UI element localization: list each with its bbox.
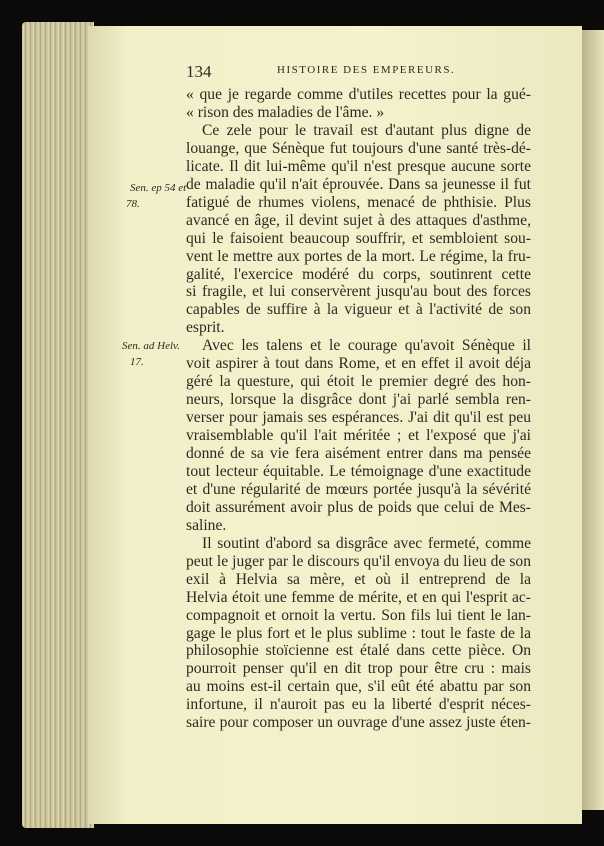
- text-line: avancé en âge, il devint sujet à des attaques d'asthme,: [186, 211, 531, 229]
- text-line: neurs, lorsque la disgrâce dont j'ai parlé sembla ren-: [186, 391, 531, 409]
- text-line: Ce zele pour le travail est d'autant plus digne de: [202, 121, 531, 139]
- text-line: au moins est-il certain que, s'il eût été abattu par son: [186, 678, 531, 696]
- text-line: tout lecteur équitable. Le témoignage d'une exactitude: [186, 462, 531, 480]
- text-line: vent le mettre aux portes de la mort. Le régime, la fru-: [186, 247, 531, 265]
- text-line: si fragile, et lui conservèrent jusqu'au bout des forces: [186, 283, 531, 301]
- text-line: Helvia étoit une femme de mérite, et en qui l'esprit ac-: [186, 588, 531, 606]
- text-line: géré la questure, qui étoit le premier degré des hon-: [186, 373, 531, 391]
- text-line: fatigué de rhumes violens, menacé de phthisie. Plus: [186, 193, 531, 211]
- text-line: capables de suffire à la vigueur et à l'activité de son: [186, 301, 531, 319]
- text-line: Il soutint d'abord sa disgrâce avec fermeté, comme: [202, 534, 531, 552]
- page-edges: [22, 22, 94, 828]
- text-line: « rison des maladies de l'âme. »: [186, 103, 385, 121]
- margin-note-1-cont: 78.: [126, 198, 140, 210]
- text-line: esprit.: [186, 319, 225, 337]
- text-line: louange, que Sénèque fut toujours d'une santé très-dé-: [186, 139, 531, 157]
- text-line: qui le faisoient beaucoup souffrir, et sembloient sou-: [186, 229, 531, 247]
- text-line: doit assurément avoir plus de poids que celui de Mes-: [186, 498, 531, 516]
- text-line: de maladie qu'il n'ait éprouvée. Dans sa jeunesse il fut: [186, 175, 531, 193]
- facing-page-edge: [582, 30, 604, 810]
- text-line: « que je regarde comme d'utiles recettes pour la gué-: [186, 86, 531, 103]
- text-line: et d'une régularité de mœurs portée jusqu'à la sévérité: [186, 480, 531, 498]
- text-line: peut le juger par le discours qu'il envoya du lieu de son: [186, 552, 531, 570]
- margin-note-2: Sen. ad Helv.: [122, 340, 180, 352]
- text-line: voit aspirer à tout dans Rome, et en effet il avoit déja: [186, 355, 531, 373]
- text-line: exil à Helvia sa mère, et où il entreprend de la: [186, 570, 531, 588]
- running-title: HISTOIRE DES EMPEREURS.: [277, 64, 456, 76]
- text-line: saline.: [186, 516, 227, 534]
- text-line: galité, l'exercice modéré du corps, soutinrent cette: [186, 265, 531, 283]
- text-line: verser pour jamais ses espérances. J'ai dit qu'il est peu: [186, 409, 531, 427]
- text-line: compagnoit et ornoit la vertu. Son fils lui tient le lan-: [186, 606, 531, 624]
- margin-note-2-cont: 17.: [130, 356, 144, 368]
- text-line: pourroit penser qu'il en dit trop pour être cru : mais: [186, 660, 531, 678]
- text-line: infortune, il n'auroit pas eu la liberté d'esprit néces-: [186, 696, 531, 714]
- text-line: licate. Il dit lui-même qu'il n'est presque aucune sorte: [186, 157, 531, 175]
- margin-note-1: Sen. ep 54 et: [130, 182, 187, 194]
- text-line: donné de sa vie fera aisément entrer dans ma pensée: [186, 445, 531, 462]
- text-line: Avec les talens et le courage qu'avoit Sénèque il: [202, 337, 531, 355]
- text-line: philosophie stoïcienne est étalé dans cette pièce. On: [186, 642, 531, 660]
- text-line: vraisemblable qu'il l'ait méritée ; et l'exposé que j'ai: [186, 427, 531, 445]
- page-number: 134: [186, 62, 212, 81]
- text-line: saire pour composer un ouvrage d'une assez juste éten-: [186, 714, 531, 732]
- text-line: gage le plus fort et le plus sublime : tout le faste de la: [186, 624, 531, 642]
